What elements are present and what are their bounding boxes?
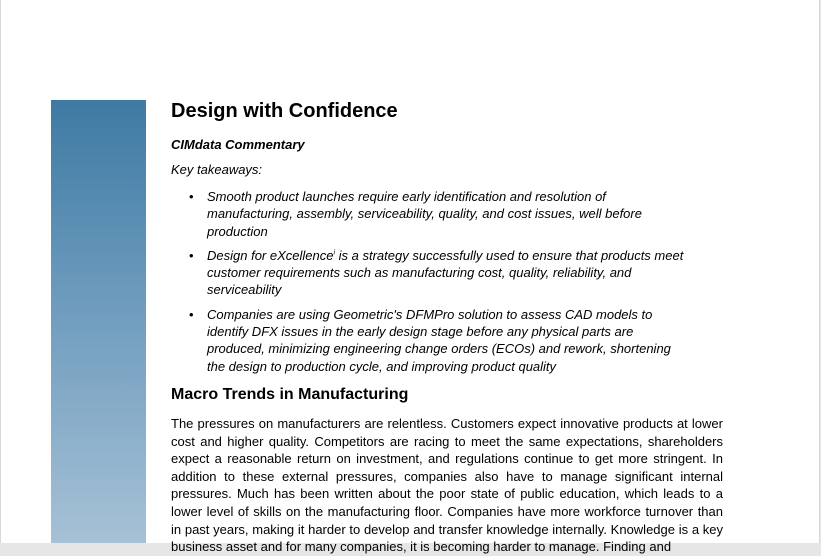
- section-body-paragraph: The pressures on manufacturers are relentless. Customers expect innovative products at lower cost and higher quality. Competitors are racing to meet the same expectations, shareholders expect a reasonable return on investment, and regulations continue to get more stringent. In addition to these external pressures, companies also have to manage significant internal pressures. Much has been written about the poor state of public education, which leads to a lower level of skills on the manufacturing floor. Companies have more workforce turnover than in past years, making it harder to develop and transfer knowledge internally. Knowledge is a key business asset and for many companies, it is becoming harder to manage. Finding and: [171, 415, 723, 555]
- key-takeaways-label: Key takeaways:: [171, 162, 263, 177]
- bullet-icon: •: [189, 306, 194, 322]
- takeaway-text: Companies are using Geometric's DFMPro solution to assess CAD models to identify DFX issues in the early design stage before any physical parts are produced, minimizing engineering change orders (ECOs) and rework, shortening the design to production cycle, and improving product quality: [207, 306, 671, 374]
- page-content: [171, 98, 723, 556]
- takeaway-text-end: is a strategy successfully used to ensure that products meet customer requirements such as manufacturing cost, quality, reliability, and serviceability: [207, 247, 684, 298]
- takeaway-item: [171, 306, 691, 375]
- takeaway-item: [171, 188, 691, 240]
- document-title: Design with Confidence: [171, 100, 398, 122]
- takeaway-text-start: Design for eXcellence: [207, 247, 334, 263]
- decorative-sidebar-band: [51, 100, 146, 543]
- section-heading: Macro Trends in Manufacturing: [171, 385, 409, 403]
- takeaway-text: Smooth product launches require early identification and resolution of manufacturing, assembly, serviceability, quality, and cost issues, well before production: [207, 189, 642, 239]
- key-takeaways-list: [171, 188, 723, 375]
- footnote-marker: i: [333, 249, 336, 257]
- bullet-icon: •: [189, 189, 194, 204]
- document-subtitle: CIMdata Commentary: [171, 137, 305, 152]
- bullet-icon: •: [189, 247, 194, 263]
- takeaway-item: [171, 247, 691, 299]
